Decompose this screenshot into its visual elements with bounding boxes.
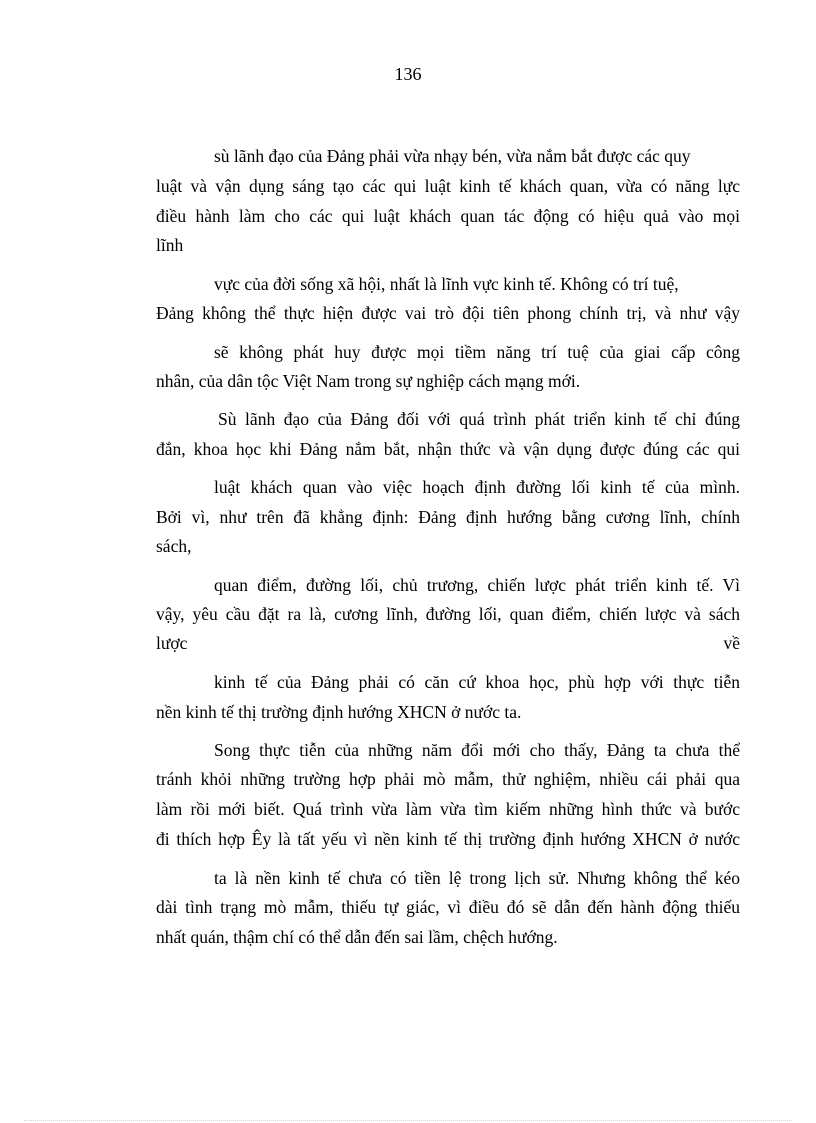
text-line: Đảng không thể thực hiện được vai trò đội tiên phong chính trị, và như vậy: [156, 303, 740, 323]
text-line: lĩnh: [156, 235, 184, 255]
text-line: nền kinh tế thị trường định hướng XHCN ở nước ta.: [156, 702, 522, 722]
text-line: đắn, khoa học khi Đảng nắm bắt, nhận thức và vận dụng được đúng các qui: [156, 439, 740, 459]
page-number: 136: [394, 64, 422, 84]
text-line: luật và vận dụng sáng tạo các qui luật kinh tế khách quan, vừa có năng lực: [156, 176, 740, 196]
text-line: nhất quán, thậm chí có thể dẫn đến sai lầm, chệch hướng.: [156, 927, 558, 947]
text-line: tránh khỏi những trường hợp phải mò mẫm, thử nghiệm, nhiều cái phải qua: [156, 769, 740, 789]
text-line: sách,: [156, 536, 192, 556]
text-line: Song thực tiễn của những năm đổi mới cho thấy, Đảng ta chưa thể: [214, 740, 740, 760]
text-line: vậy, yêu cầu đặt ra là, cương lĩnh, đường lối, quan điểm, chiến lược và sách: [156, 604, 740, 624]
text-line: vực của đời sống xã hội, nhất là lĩnh vực kinh tế. Không có trí tuệ,: [214, 274, 679, 294]
text-line: sù lãnh đạo của Đảng phải vừa nhạy bén, vừa nắm bắt được các quy: [214, 146, 691, 166]
text-line: dài tình trạng mò mẫm, thiếu tự giác, vì điều đó sẽ dẫn đến hành động thiếu: [156, 897, 740, 917]
text-line: về: [723, 633, 740, 653]
text-line: Bởi vì, như trên đã khẳng định: Đảng định hướng bằng cương lĩnh, chính: [156, 507, 740, 527]
text-line: điều hành làm cho các qui luật khách quan tác động có hiệu quả vào mọi: [156, 206, 740, 226]
text-line: luật khách quan vào việc hoạch định đường lối kinh tế của mình.: [214, 477, 740, 497]
text-line: ta là nền kinh tế chưa có tiền lệ trong lịch sử. Nhưng không thể kéo: [214, 868, 740, 888]
text-line: kinh tế của Đảng phải có căn cứ khoa học, phù hợp với thực tiễn: [214, 672, 740, 692]
text-line: lược: [156, 633, 188, 653]
text-line: nhân, của dân tộc Việt Nam trong sự nghiệp cách mạng mới.: [156, 371, 581, 391]
text-line: Sù lãnh đạo của Đảng đối với quá trình phát triển kinh tế chỉ đúng: [218, 409, 740, 429]
text-line: đi thích hợp Êy là tất yếu vì nền kinh tế thị trường định hướng XHCN ở nước: [156, 829, 740, 849]
page-bottom-divider: [24, 1120, 792, 1121]
text-line: quan điểm, đường lối, chủ trương, chiến lược phát triển kinh tế. Vì: [214, 575, 740, 595]
text-line: sẽ không phát huy được mọi tiềm năng trí tuệ của giai cấp công: [214, 342, 740, 362]
text-line: làm rồi mới biết. Quá trình vừa làm vừa tìm kiếm những hình thức và bước: [156, 799, 740, 819]
